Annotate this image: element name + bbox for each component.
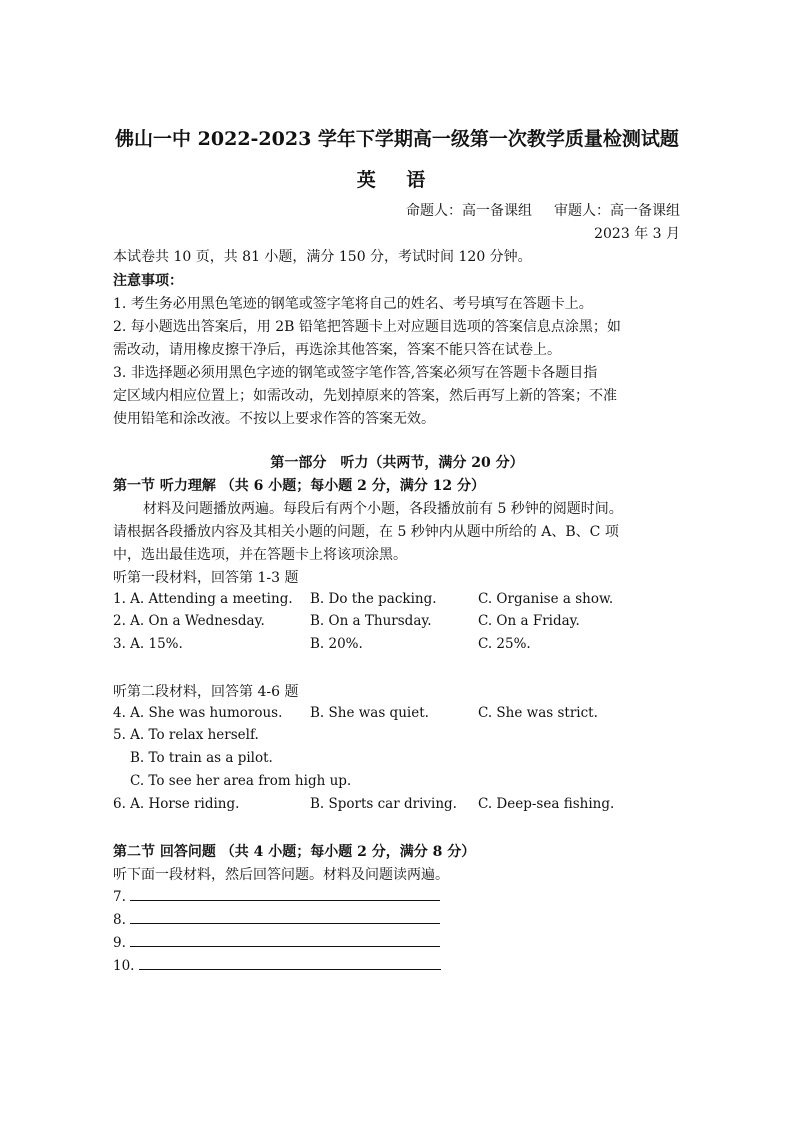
note-2-line-2: 需改动，请用橡皮擦干净后，再选涂其他答案，答案不能只答在试卷上。 bbox=[113, 342, 561, 358]
section1-heading: 第一节 听力理解 （共 6 小题；每小题 2 分，满分 12 分） bbox=[113, 478, 485, 494]
q6-option-b: B. Sports car driving. bbox=[310, 796, 457, 812]
notes-title: 注意事项： bbox=[113, 273, 183, 289]
q2-option-a: 2. A. On a Wednesday. bbox=[113, 613, 265, 629]
q1-option-c: C. Organise a show. bbox=[478, 591, 614, 607]
q4-option-a: 4. A. She was humorous. bbox=[113, 705, 283, 721]
note-3-line-1: 3. 非选择题必须用黑色字迹的钢笔或签字笔作答,答案必须写在答题卡各题目指 bbox=[113, 365, 598, 381]
q5-option-b: B. To train as a pilot. bbox=[130, 750, 273, 766]
group1-label: 听第一段材料，回答第 1-3 题 bbox=[113, 570, 299, 586]
q3-option-b: B. 20%. bbox=[310, 636, 363, 652]
section1-instruction-line-3: 中，选出最佳选项，并在答题卡上将该项涂黑。 bbox=[113, 547, 407, 563]
group2-label: 听第二段材料，回答第 4-6 题 bbox=[113, 684, 299, 700]
section2-heading: 第二节 回答问题 （共 4 小题；每小题 2 分，满分 8 分） bbox=[113, 844, 476, 860]
q6-option-c: C. Deep-sea fishing. bbox=[478, 796, 615, 812]
q5-option-c: C. To see her area from high up. bbox=[130, 773, 352, 789]
answer-line-8 bbox=[113, 911, 440, 928]
note-2-line-1: 2. 每小题选出答案后，用 2B 铅笔把答题卡上对应题目选项的答案信息点涂黑；如 bbox=[113, 319, 621, 335]
q1-option-a: 1. A. Attending a meeting. bbox=[113, 591, 293, 607]
answer-line-7 bbox=[113, 888, 440, 905]
answer-blank-10[interactable] bbox=[139, 957, 441, 970]
q6-option-a: 6. A. Horse riding. bbox=[113, 796, 240, 812]
answer-blank-8[interactable] bbox=[130, 911, 440, 924]
answer-number-7: 7. bbox=[113, 889, 126, 905]
subject-title: 英 语 bbox=[356, 169, 438, 191]
section1-instruction-line-2: 请根据各段播放内容及其相关小题的问题，在 5 秒钟内从题中所给的 A、B、C 项 bbox=[113, 524, 619, 540]
part1-heading: 第一部分 听力（共两节，满分 20 分） bbox=[270, 455, 524, 471]
exam-summary: 本试卷共 10 页，共 81 小题，满分 150 分，考试时间 120 分钟。 bbox=[113, 249, 532, 265]
q3-option-a: 3. A. 15%. bbox=[113, 636, 183, 652]
q1-option-b: B. Do the packing. bbox=[310, 591, 437, 607]
answer-blank-7[interactable] bbox=[130, 888, 440, 901]
author-line bbox=[406, 200, 680, 220]
answer-number-10: 10. bbox=[113, 958, 135, 974]
answer-blank-9[interactable] bbox=[130, 934, 440, 947]
section2-instruction: 听下面一段材料，然后回答问题。材料及问题读两遍。 bbox=[113, 867, 449, 883]
q2-option-c: C. On a Friday. bbox=[478, 613, 580, 629]
setter-label: 命题人：高一备课组 bbox=[406, 203, 532, 219]
q2-option-b: B. On a Thursday. bbox=[310, 613, 432, 629]
q4-option-b: B. She was quiet. bbox=[310, 705, 429, 721]
section1-instruction-line-1: 材料及问题播放两遍。每段后有两个小题，各段播放前有 5 秒钟的阅题时间。 bbox=[143, 501, 623, 517]
answer-line-10 bbox=[113, 957, 441, 974]
exam-date: 2023 年 3 月 bbox=[594, 226, 680, 242]
q4-option-c: C. She was strict. bbox=[478, 705, 598, 721]
exam-title: 佛山一中 2022-2023 学年下学期高一级第一次教学质量检测试题 bbox=[115, 128, 679, 150]
q5-option-a: 5. A. To relax herself. bbox=[113, 727, 259, 743]
reviewer-label: 审题人：高一备课组 bbox=[554, 203, 680, 219]
answer-number-8: 8. bbox=[113, 912, 126, 928]
q3-option-c: C. 25%. bbox=[478, 636, 531, 652]
note-3-line-3: 使用铅笔和涂改液。不按以上要求作答的答案无效。 bbox=[113, 411, 435, 427]
answer-number-9: 9. bbox=[113, 935, 126, 951]
answer-line-9 bbox=[113, 934, 440, 951]
note-1: 1. 考生务必用黑色笔迹的钢笔或签字笔将自己的姓名、考号填写在答题卡上。 bbox=[113, 296, 593, 312]
note-3-line-2: 定区域内相应位置上；如需改动，先划掉原来的答案，然后再写上新的答案；不准 bbox=[113, 388, 617, 404]
